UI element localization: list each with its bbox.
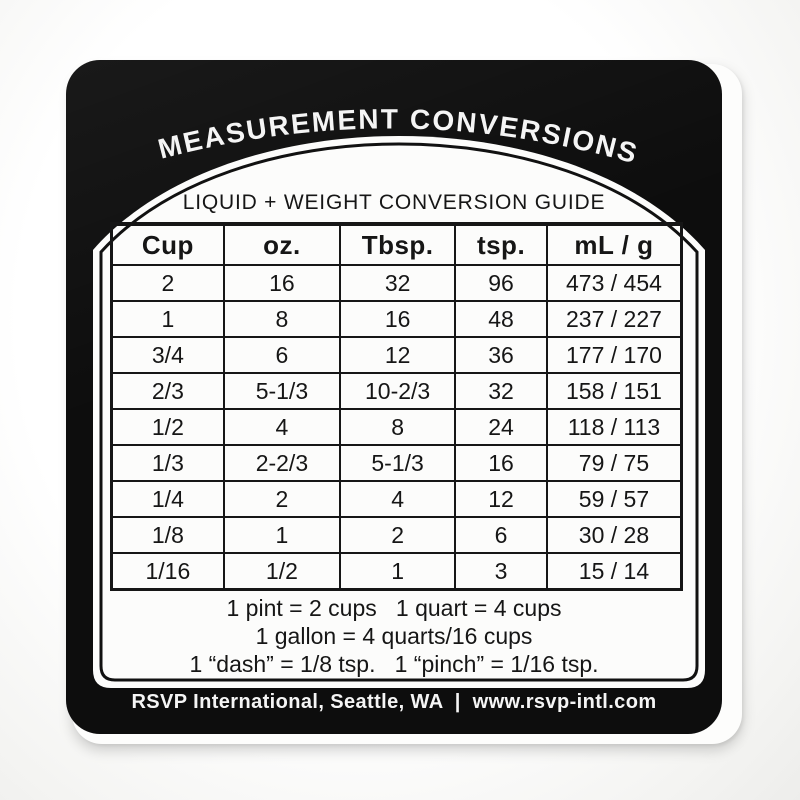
table-cell: 32 xyxy=(455,373,547,409)
conversion-chart-card xyxy=(66,60,722,734)
table-cell: 32 xyxy=(340,265,455,301)
table-cell: 1/8 xyxy=(112,517,224,553)
table-row xyxy=(112,265,682,301)
table-cell: 16 xyxy=(455,445,547,481)
conversion-table xyxy=(110,222,683,591)
column-header: Tbsp. xyxy=(340,224,455,265)
column-header: oz. xyxy=(224,224,340,265)
table-cell: 3 xyxy=(455,553,547,590)
table-cell: 237 / 227 xyxy=(547,301,682,337)
table-cell: 6 xyxy=(455,517,547,553)
table-cell: 1 xyxy=(112,301,224,337)
table-cell: 30 / 28 xyxy=(547,517,682,553)
note-line: 1 pint = 2 cups 1 quart = 4 cups xyxy=(226,595,562,621)
table-header-row xyxy=(112,224,682,265)
table-cell: 96 xyxy=(455,265,547,301)
table-row xyxy=(112,373,682,409)
table-row xyxy=(112,337,682,373)
table-cell: 1/2 xyxy=(224,553,340,590)
table-cell: 4 xyxy=(340,481,455,517)
table-row xyxy=(112,409,682,445)
table-cell: 2 xyxy=(112,265,224,301)
table-cell: 59 / 57 xyxy=(547,481,682,517)
table-cell: 1/3 xyxy=(112,445,224,481)
table-cell: 8 xyxy=(224,301,340,337)
table-cell: 79 / 75 xyxy=(547,445,682,481)
footer-brand-line: RSVP International, Seattle, WA | www.rsvp-intl.com xyxy=(131,691,657,713)
column-header: Cup xyxy=(112,224,224,265)
table-cell: 177 / 170 xyxy=(547,337,682,373)
table-cell: 6 xyxy=(224,337,340,373)
table-cell: 473 / 454 xyxy=(547,265,682,301)
table-cell: 118 / 113 xyxy=(547,409,682,445)
table-cell: 2-2/3 xyxy=(224,445,340,481)
page-title: MEASUREMENT CONVERSIONS xyxy=(154,103,642,170)
table-cell: 1 xyxy=(340,553,455,590)
column-header: tsp. xyxy=(455,224,547,265)
table-cell: 5-1/3 xyxy=(340,445,455,481)
table-cell: 5-1/3 xyxy=(224,373,340,409)
equivalence-notes xyxy=(66,594,722,678)
table-row xyxy=(112,445,682,481)
table-cell: 1/16 xyxy=(112,553,224,590)
column-header: mL / g xyxy=(547,224,682,265)
table-cell: 16 xyxy=(340,301,455,337)
table-cell: 12 xyxy=(455,481,547,517)
note-line: 1 “dash” = 1/8 tsp. 1 “pinch” = 1/16 tsp. xyxy=(189,651,599,677)
table-cell: 12 xyxy=(340,337,455,373)
table-row xyxy=(112,517,682,553)
note-line: 1 gallon = 4 quarts/16 cups xyxy=(255,623,533,649)
table-row xyxy=(112,301,682,337)
table-cell: 2 xyxy=(224,481,340,517)
table-cell: 3/4 xyxy=(112,337,224,373)
table-cell: 158 / 151 xyxy=(547,373,682,409)
subtitle: LIQUID + WEIGHT CONVERSION GUIDE xyxy=(182,191,606,214)
table-cell: 15 / 14 xyxy=(547,553,682,590)
table-cell: 48 xyxy=(455,301,547,337)
table-row xyxy=(112,481,682,517)
table-row xyxy=(112,553,682,590)
table-cell: 1/4 xyxy=(112,481,224,517)
table-cell: 16 xyxy=(224,265,340,301)
table-cell: 8 xyxy=(340,409,455,445)
table-cell: 2 xyxy=(340,517,455,553)
table-cell: 4 xyxy=(224,409,340,445)
table-cell: 24 xyxy=(455,409,547,445)
table-cell: 1 xyxy=(224,517,340,553)
table-cell: 2/3 xyxy=(112,373,224,409)
table-cell: 36 xyxy=(455,337,547,373)
table-cell: 1/2 xyxy=(112,409,224,445)
table-cell: 10-2/3 xyxy=(340,373,455,409)
